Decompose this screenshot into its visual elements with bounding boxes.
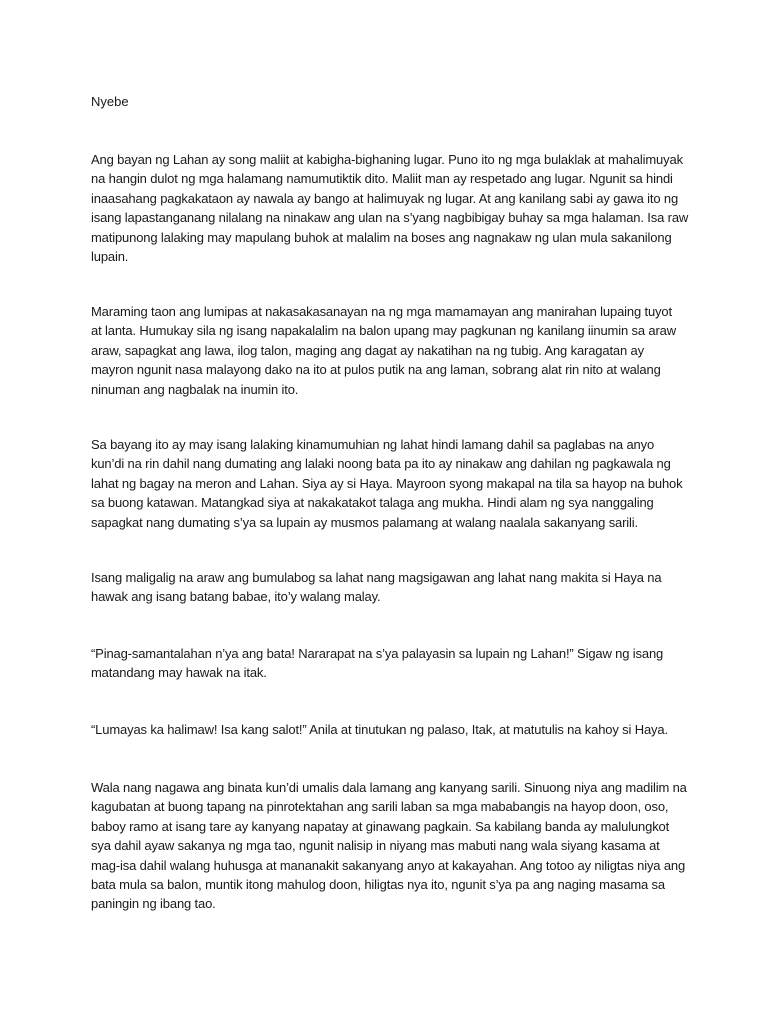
- paragraph-line: bata mula sa balon, muntik itong mahulog doon, hiligtas nya ito, ngunit s’ya pa ang naging masama sa: [91, 877, 665, 893]
- paragraph-line: araw, sapagkat ang lawa, ilog talon, maging ang dagat ay nakatihan na ng tubig. Ang karagatan ay: [91, 342, 644, 358]
- paragraph-3: [91, 435, 691, 532]
- paragraph-line: Maraming taon ang lumipas at nakasakasanayan na ng mga mamamayan ang manirahan lupaing tuyot: [91, 304, 672, 319]
- paragraph-line: “Pinag-samantalahan n’ya ang bata! Nararapat na s’ya palayasin sa lupain ng Lahan!” Sigaw ng isang: [91, 646, 664, 661]
- paragraph-line: kun’di na rin dahil nang dumating ang lalaki noong bata pa ito ay ninakaw ang dahilan ng pagkawala ng: [91, 456, 671, 472]
- paragraph-2: [91, 302, 691, 399]
- paragraph-line: isang lapastanganang nilalang na ninakaw ang ulan na s’yang nagbibigay buhay sa mga halaman. Isa raw: [91, 210, 689, 226]
- paragraph-5: [91, 644, 691, 683]
- paragraph-line: kagubatan at buong tapang na pinrotektahan ang sarili laban sa mga mababangis na hayop doon, oso,: [91, 799, 669, 815]
- paragraph-line: Wala nang nagawa ang binata kun’di umalis dala lamang ang kanyang sarili. Sinuong niya ang madilim na: [91, 780, 687, 795]
- paragraph-line: sapagkat nang dumating s’ya sa lupain ay musmos palamang at walang naalala sakanyang sarili.: [91, 514, 638, 530]
- paragraph-line: hawak ang isang batang babae, ito’y walang malay.: [91, 589, 381, 605]
- paragraph-line: at lanta. Humukay sila ng isang napakalalim na balon upang may pagkunan ng kanilang iinumin sa araw: [91, 323, 676, 339]
- paragraph-line: Sa bayang ito ay may isang lalaking kinamumuhian ng lahat hindi lamang dahil sa paglabas na anyo: [91, 437, 655, 452]
- paragraph-1: [91, 150, 691, 266]
- document-page: [91, 0, 691, 1024]
- paragraph-line: sa buong katawan. Matangkad siya at nakakatakot talaga ang mukha. Hindi alam ng sya nanggaling: [91, 495, 654, 511]
- paragraph-7: [91, 778, 691, 914]
- document-title: Nyebe: [91, 94, 129, 109]
- paragraph-line: lahat ng bagay na meron and Lahan. Siya ay si Haya. Mayroon syong makapal na tila sa hayop na buhok: [91, 475, 683, 491]
- paragraph-line: “Lumayas ka halimaw! Isa kang salot!” Anila at tinutukan ng palaso, Itak, at matutulis na kahoy si Haya.: [91, 722, 668, 737]
- paragraph-line: ninuman ang nagbalak na inumin ito.: [91, 381, 299, 397]
- paragraph-line: sya dahil ayaw sakanya ng mga tao, ngunit nalisip in niyang mas mabuti nang wala siyang kasama at: [91, 838, 660, 854]
- paragraph-line: baboy ramo at isang tare ay kanyang napatay at ginawang pagkain. Sa kabilang banda ay malulungkot: [91, 818, 670, 834]
- paragraph-line: matipunong lalaking may mapulang buhok at malalim na boses ang nagnakaw ng ulan mula sakanilong: [91, 229, 672, 245]
- paragraph-line: na hangin dulot ng mga halamang namumutiktik dito. Maliit man ay respetado ang lugar. Ngunit sa hindi: [91, 171, 673, 187]
- paragraph-4: [91, 568, 691, 607]
- paragraph-6: [91, 720, 691, 739]
- paragraph-line: lupain.: [91, 249, 129, 265]
- paragraph-line: Isang maligalig na araw ang bumulabog sa lahat nang magsigawan ang lahat nang makita si Haya na: [91, 570, 662, 585]
- paragraph-line: inaasahang pagkakataon ay nawala ay bango at halimuyak ng lugar. At ang kanilang sabi ay gawa ito ng: [91, 190, 679, 206]
- paragraph-line: mayron ngunit nasa malayong dako na ito at pulos putik na ang laman, sobrang alat rin nito at walang: [91, 362, 661, 378]
- paragraph-line: mag-isa dahil walang huhusga at mananakit sakanyang anyo at kakayahan. Ang totoo ay niligtas niya ang: [91, 857, 686, 873]
- paragraph-line: Ang bayan ng Lahan ay song maliit at kabigha-bighaning lugar. Puno ito ng mga bulaklak at mahalimuyak: [91, 152, 683, 167]
- paragraph-line: matandang may hawak na itak.: [91, 665, 267, 681]
- paragraph-line: paningin ng ibang tao.: [91, 896, 216, 912]
